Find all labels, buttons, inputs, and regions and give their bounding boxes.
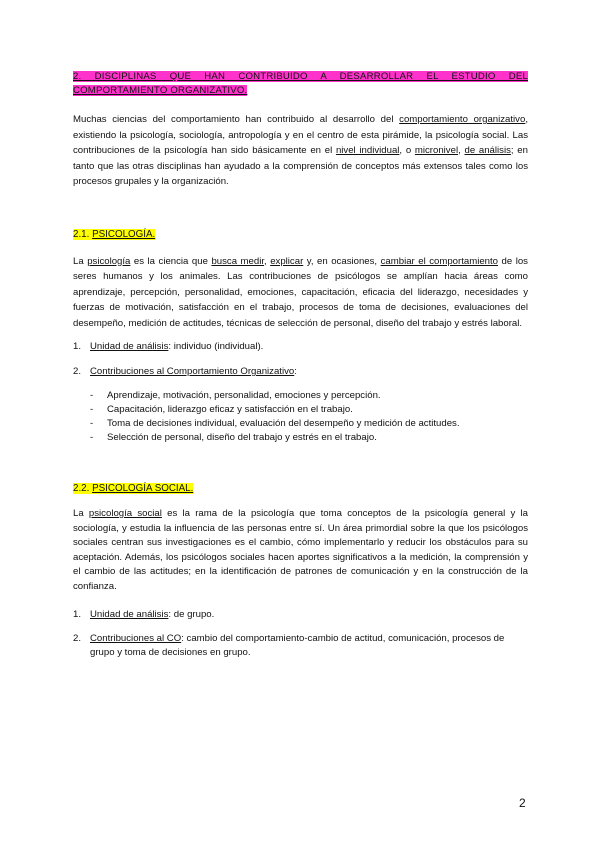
intro-text-5: ; en tanto que las otras disciplinas han ayudado a la comprensión de conceptos más extensos tales como los procesos grupales y la organización. <box>73 145 528 187</box>
bullet-text: Capacitación, liderazgo eficaz y satisfacción en el trabajo. <box>107 404 353 415</box>
list-item-number: 1. <box>73 341 82 352</box>
section-2-2-heading-highlight <box>73 483 193 494</box>
section-2-1-title: PSICOLOGÍA. <box>92 228 156 240</box>
list-item-number: 2. <box>73 632 82 644</box>
bullet-item <box>73 403 528 417</box>
bullet-text: Selección de personal, diseño del trabajo y estrés en el trabajo. <box>107 432 377 443</box>
bullet-item <box>73 417 528 431</box>
section-2-title-line2: COMPORTAMIENTO ORGANIZATIVO. <box>73 85 248 96</box>
section-2-intro <box>73 112 528 190</box>
page-number: 2 <box>519 796 526 810</box>
list-item-number: 1. <box>73 608 82 620</box>
intro-text-4: , <box>458 145 465 156</box>
page-content <box>73 70 528 660</box>
bullet-dash: - <box>90 404 94 415</box>
para21-underline-psicologia: psicología <box>87 255 131 267</box>
bullet-item <box>73 389 528 403</box>
bullet-dash: - <box>90 418 94 429</box>
bullet-item <box>73 431 528 445</box>
list-item-label: Unidad de análisis <box>90 608 169 620</box>
para22-underline-psicologia-social: psicología social <box>88 508 162 519</box>
list-item-text: : cambio del comportamiento-cambio de actitud, comunicación, procesos de grupo y toma de decisiones en grupo. <box>90 632 505 658</box>
section-2-2-heading <box>73 482 528 496</box>
list-item-text: : individuo (individual). <box>168 341 264 352</box>
section-2-1-list <box>73 339 528 379</box>
section-2-1-number: 2.1. <box>73 228 93 240</box>
para21-text-4: y, en ocasiones, <box>303 255 381 267</box>
list-item <box>73 364 528 379</box>
intro-underline-micronivel: micronivel <box>414 145 459 156</box>
section-2-1-heading-highlight <box>73 229 155 240</box>
section-2-1-bullets <box>73 389 528 445</box>
list-item <box>73 607 528 622</box>
section-2-2-paragraph <box>73 507 528 595</box>
section-2-2-number: 2.2. <box>73 483 93 494</box>
list-item-label: Unidad de análisis <box>90 341 169 352</box>
list-item <box>73 632 528 660</box>
list-item-number: 2. <box>73 366 82 377</box>
para21-underline-cambiar: cambiar el comportamiento <box>380 255 499 267</box>
section-2-2-title: PSICOLOGÍA SOCIAL. <box>92 483 194 494</box>
para21-text-5: de los seres humanos y los animales. Las contribuciones de psicólogos se amplían hacia áreas como aprendizaje, percepción, personalidad, emociones, capacitación, eficacia del liderazgo, necesidades y fuerzas de motivación, satisfacción en el trabajo, procesos de toma de decisiones, evaluaciones del desempeño, medición de actitudes, técnicas de selección de personal, diseño del trabajo y estrés laboral. <box>73 255 528 329</box>
para21-underline-explicar: explicar <box>270 255 304 267</box>
list-item-text: : de grupo. <box>168 608 215 620</box>
section-2-title-line1: 2. DISCIPLINAS QUE HAN CONTRIBUIDO A DESARROLLAR EL ESTUDIO DEL <box>73 71 528 82</box>
intro-text-2: , existiendo la psicología, sociología, antropología y en el centro de esta pirámide, la psicología social. Las contribuciones de la psicología han sido básicamente en el <box>73 114 528 156</box>
bullet-text: Toma de decisiones individual, evaluación del desempeño y medición de actitudes. <box>107 418 460 429</box>
bullet-dash: - <box>90 432 94 443</box>
section-2-2-list <box>73 607 528 660</box>
intro-underline-de-analisis: de análisis <box>464 145 511 156</box>
para22-text-1: La <box>73 508 89 519</box>
para21-underline-busca-medir: busca medir <box>211 255 265 267</box>
para21-text-1: La <box>73 255 88 267</box>
intro-text-1: Muchas ciencias del comportamiento han contribuido al desarrollo del <box>73 114 400 125</box>
section-2-1-paragraph <box>73 254 528 332</box>
intro-underline-comportamiento: comportamiento organizativo <box>399 114 526 125</box>
section-2-1-heading <box>73 228 528 242</box>
section-2-title <box>73 70 528 98</box>
para22-text-2: es la rama de la psicología que toma conceptos de la psicología general y la sociología, y estudia la influencia de las personas entre sí. Un área primordial sobre la que los psicólogos sociales centran sus investigaciones es el cambio, cómo implementarlo y reducir los obstáculos para su aceptación. Además, los psicólogos sociales hacen aportes significativos a la medición, la comprensión y el cambio de las actitudes; en la identificación de patrones de comunicación y en la construcción de la confianza. <box>73 508 529 592</box>
intro-underline-nivel-individual: nivel individual <box>335 145 400 156</box>
para21-text-2: es la ciencia que <box>130 255 212 267</box>
list-item-text: : <box>294 366 297 377</box>
list-item-label: Contribuciones al Comportamiento Organizativo <box>90 366 295 377</box>
para21-text-3: , <box>264 255 271 267</box>
bullet-dash: - <box>90 390 94 401</box>
list-item-label: Contribuciones al CO <box>90 632 182 644</box>
intro-text-3: , o <box>399 145 415 156</box>
list-item <box>73 339 528 354</box>
bullet-text: Aprendizaje, motivación, personalidad, emociones y percepción. <box>107 390 381 401</box>
